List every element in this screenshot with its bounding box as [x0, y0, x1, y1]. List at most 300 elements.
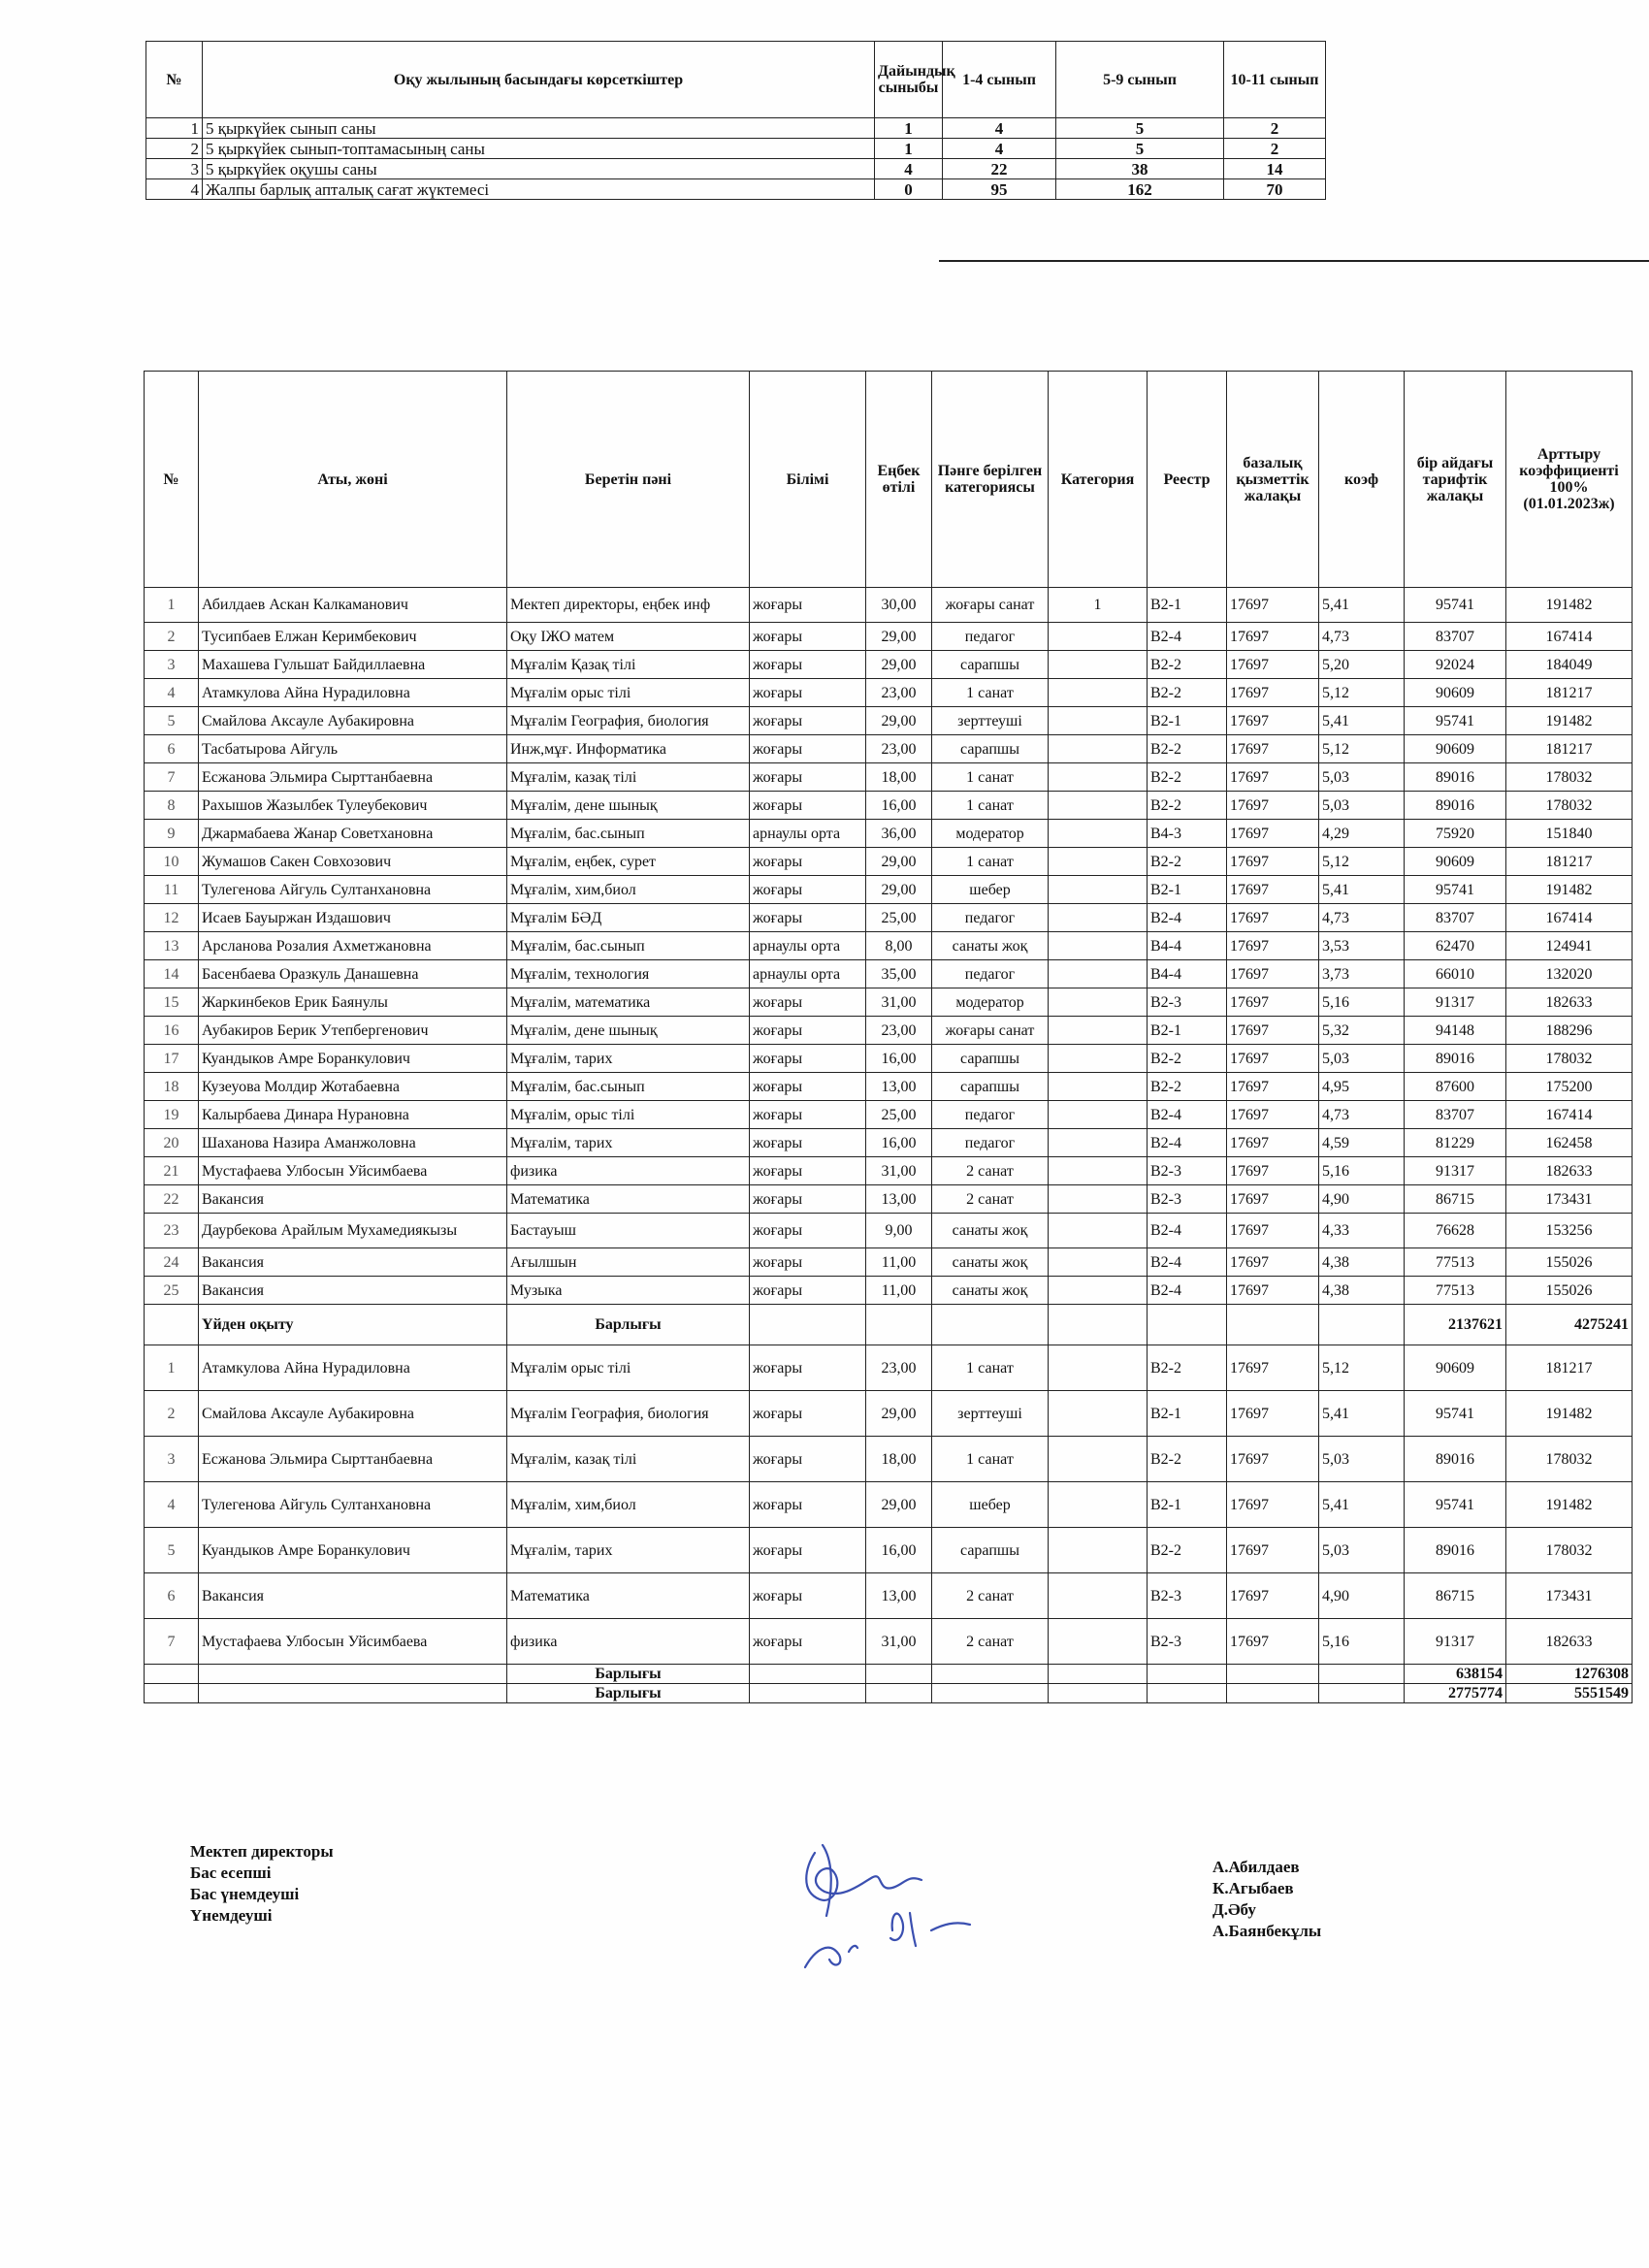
col-header: Дайындық сыныбы: [875, 42, 943, 118]
table-cell: 4,38: [1319, 1277, 1405, 1305]
row-number: 2: [146, 139, 203, 159]
table-cell: 2 санат: [932, 1157, 1049, 1185]
table-cell: 6: [145, 1573, 199, 1619]
table-cell: 29,00: [866, 651, 932, 679]
table-cell: 5,32: [1319, 1017, 1405, 1045]
total-row: [145, 1665, 1633, 1684]
total-value: 1276308: [1506, 1665, 1633, 1684]
table-cell: жоғары: [750, 1573, 866, 1619]
table-cell: жоғары: [750, 1185, 866, 1214]
table-cell: 2: [145, 1391, 199, 1437]
table-cell: Атамкулова Айна Нурадиловна: [199, 1345, 507, 1391]
table-cell: 17: [145, 1045, 199, 1073]
table-cell: Смайлова Аксауле Аубакировна: [199, 1391, 507, 1437]
table-row: [145, 1345, 1633, 1391]
total-row: [145, 1684, 1633, 1703]
table-cell: 19: [145, 1101, 199, 1129]
table-cell: 91317: [1405, 1157, 1506, 1185]
signature-names: [1212, 1857, 1321, 1942]
table-cell: 31,00: [866, 988, 932, 1017]
table-cell: зерттеуші: [932, 1391, 1049, 1437]
table-row: [145, 1101, 1633, 1129]
col-header: бір айдағы тарифтік жалақы: [1405, 372, 1506, 588]
table-cell: 8,00: [866, 932, 932, 960]
table-cell: Вакансия: [199, 1573, 507, 1619]
table-cell: 181217: [1506, 1345, 1633, 1391]
table-cell: 90609: [1405, 735, 1506, 763]
table-cell: Мұғалім орыс тілі: [507, 679, 750, 707]
table-cell: сарапшы: [932, 1528, 1049, 1573]
table-cell: 184049: [1506, 651, 1633, 679]
table-cell: 181217: [1506, 848, 1633, 876]
table-cell: арнаулы орта: [750, 932, 866, 960]
table-cell: 86715: [1405, 1573, 1506, 1619]
table-cell: 17697: [1227, 792, 1319, 820]
table-cell: 12: [145, 904, 199, 932]
table-cell: 4,33: [1319, 1214, 1405, 1248]
signature-name: Д.Әбу: [1212, 1900, 1256, 1919]
table-cell: [1148, 1665, 1227, 1684]
handwritten-signature: [776, 1824, 1009, 1979]
table-cell: В2-2: [1148, 848, 1227, 876]
table-cell: 17697: [1227, 988, 1319, 1017]
table-cell: Исаев Бауыржан Издашович: [199, 904, 507, 932]
table-row: [146, 159, 1326, 179]
table-cell: 17697: [1227, 1345, 1319, 1391]
table-cell: 89016: [1405, 792, 1506, 820]
table-cell: [1049, 1528, 1148, 1573]
table-cell: В4-4: [1148, 932, 1227, 960]
table-cell: [1049, 1157, 1148, 1185]
table-cell: зерттеуші: [932, 707, 1049, 735]
table-cell: Мұғалім, бас.сынып: [507, 820, 750, 848]
table-cell: 173431: [1506, 1573, 1633, 1619]
table-cell: 17697: [1227, 707, 1319, 735]
table-cell: [1049, 1185, 1148, 1214]
table-row: [145, 1185, 1633, 1214]
table-row: [145, 1017, 1633, 1045]
table-cell: Тулегенова Айгуль Султанхановна: [199, 876, 507, 904]
total-value: 5551549: [1506, 1684, 1633, 1703]
table-cell: Вакансия: [199, 1277, 507, 1305]
table-cell: 17697: [1227, 1045, 1319, 1073]
table-cell: В2-1: [1148, 1482, 1227, 1528]
table-cell: 181217: [1506, 679, 1633, 707]
table-cell: [1049, 1277, 1148, 1305]
table-cell: 2 санат: [932, 1619, 1049, 1665]
table-cell: 5,16: [1319, 1157, 1405, 1185]
col-header: Категория: [1049, 372, 1148, 588]
table-cell: В2-2: [1148, 651, 1227, 679]
table-cell: 95741: [1405, 876, 1506, 904]
table-cell: 5,41: [1319, 707, 1405, 735]
subtotal-value: 4275241: [1506, 1305, 1633, 1345]
table-cell: В2-1: [1148, 588, 1227, 623]
table-cell: [1049, 1305, 1148, 1345]
table-cell: 5,16: [1319, 988, 1405, 1017]
table-cell: В2-3: [1148, 1573, 1227, 1619]
table-cell: В2-2: [1148, 1345, 1227, 1391]
table-cell: [932, 1684, 1049, 1703]
table-cell: 1 санат: [932, 763, 1049, 792]
table-cell: 36,00: [866, 820, 932, 848]
table-cell: 4: [145, 679, 199, 707]
table-cell: 23,00: [866, 679, 932, 707]
table-cell: 5,41: [1319, 876, 1405, 904]
table-cell: [1049, 876, 1148, 904]
table-cell: [866, 1684, 932, 1703]
table-cell: 132020: [1506, 960, 1633, 988]
table-cell: [1049, 848, 1148, 876]
col-header: Аты, жөні: [199, 372, 507, 588]
table-cell: В2-2: [1148, 735, 1227, 763]
table-row: [145, 876, 1633, 904]
table-cell: 91317: [1405, 988, 1506, 1017]
table-cell: 191482: [1506, 876, 1633, 904]
table-cell: 2 санат: [932, 1573, 1049, 1619]
table-cell: В2-2: [1148, 1045, 1227, 1073]
table-cell: 5,41: [1319, 1391, 1405, 1437]
table-cell: жоғары: [750, 623, 866, 651]
table-cell: [1148, 1305, 1227, 1345]
table-cell: 90609: [1405, 679, 1506, 707]
table-row: [145, 1073, 1633, 1101]
row-value: 2: [1224, 118, 1326, 139]
col-header: Беретін пәні: [507, 372, 750, 588]
table-cell: 182633: [1506, 1157, 1633, 1185]
row-value: 14: [1224, 159, 1326, 179]
table-cell: санаты жоқ: [932, 1248, 1049, 1277]
col-header: Оқу жылының басындағы көрсеткіштер: [203, 42, 875, 118]
table-cell: Арсланова Розалия Ахметжановна: [199, 932, 507, 960]
table-cell: жоғары санат: [932, 1017, 1049, 1045]
row-value: 1: [875, 118, 943, 139]
table-cell: 25: [145, 1277, 199, 1305]
table-cell: 1 санат: [932, 679, 1049, 707]
table-cell: В2-4: [1148, 1101, 1227, 1129]
divider-line: [939, 260, 1649, 262]
table-cell: [199, 1665, 507, 1684]
table-cell: 162458: [1506, 1129, 1633, 1157]
table-cell: Мұғалім, технология: [507, 960, 750, 988]
table-cell: Мұғалім, тарих: [507, 1528, 750, 1573]
table-cell: 20: [145, 1129, 199, 1157]
table-cell: [1049, 1619, 1148, 1665]
table-cell: В2-1: [1148, 1017, 1227, 1045]
table-cell: 5,41: [1319, 1482, 1405, 1528]
table-cell: 5: [145, 1528, 199, 1573]
row-value: 5: [1056, 118, 1224, 139]
table-cell: 8: [145, 792, 199, 820]
table-cell: [1049, 679, 1148, 707]
table-cell: 83707: [1405, 904, 1506, 932]
table-cell: [1227, 1684, 1319, 1703]
row-label: Жалпы барлық апталық сағат жүктемесі: [203, 179, 875, 200]
table-cell: Мұғалім География, биология: [507, 707, 750, 735]
table-cell: 178032: [1506, 1437, 1633, 1482]
table-cell: 4: [145, 1482, 199, 1528]
subtotal-row: [145, 1305, 1633, 1345]
table-cell: Мұғалім, бас.сынып: [507, 932, 750, 960]
table-cell: 178032: [1506, 763, 1633, 792]
table-cell: 191482: [1506, 588, 1633, 623]
table-cell: 89016: [1405, 1437, 1506, 1482]
table-cell: Мұғалім, казақ тілі: [507, 763, 750, 792]
table-cell: В2-2: [1148, 763, 1227, 792]
table-cell: 5,03: [1319, 1437, 1405, 1482]
row-value: 162: [1056, 179, 1224, 200]
table-cell: Мұғалім, бас.сынып: [507, 1073, 750, 1101]
table-cell: 29,00: [866, 707, 932, 735]
table-cell: 25,00: [866, 1101, 932, 1129]
table-cell: 124941: [1506, 932, 1633, 960]
table-cell: Куандыков Амре Боранкулович: [199, 1045, 507, 1073]
table-cell: В4-4: [1148, 960, 1227, 988]
table-cell: 4,73: [1319, 904, 1405, 932]
col-header: 1-4 сынып: [943, 42, 1056, 118]
table-cell: 182633: [1506, 988, 1633, 1017]
table-cell: 24: [145, 1248, 199, 1277]
table-cell: Даурбекова Арайлым Мухамедиякызы: [199, 1214, 507, 1248]
table-cell: [1049, 988, 1148, 1017]
table-cell: В2-4: [1148, 1129, 1227, 1157]
table-cell: 13,00: [866, 1185, 932, 1214]
table-row: [146, 118, 1326, 139]
table-cell: 1 санат: [932, 848, 1049, 876]
table-cell: 21: [145, 1157, 199, 1185]
table-cell: 22: [145, 1185, 199, 1214]
table-cell: 11,00: [866, 1248, 932, 1277]
table-cell: 17697: [1227, 1391, 1319, 1437]
table-cell: 1: [1049, 588, 1148, 623]
table-row: [145, 988, 1633, 1017]
table-cell: сарапшы: [932, 1073, 1049, 1101]
table-cell: Мұғалім орыс тілі: [507, 1345, 750, 1391]
table-cell: В2-1: [1148, 1391, 1227, 1437]
table-cell: Ағылшын: [507, 1248, 750, 1277]
table-cell: Басенбаева Оразкуль Данашевна: [199, 960, 507, 988]
signature-name: А.Абилдаев: [1212, 1858, 1300, 1876]
table-cell: Мустафаева Улбосын Уйсимбаева: [199, 1157, 507, 1185]
table-row: [145, 932, 1633, 960]
table-cell: [1049, 1665, 1148, 1684]
table-cell: [1049, 651, 1148, 679]
table-cell: сарапшы: [932, 1045, 1049, 1073]
table-cell: 191482: [1506, 1482, 1633, 1528]
table-cell: жоғары: [750, 1437, 866, 1482]
table-cell: 188296: [1506, 1017, 1633, 1045]
table-cell: 5,20: [1319, 651, 1405, 679]
table-cell: Тулегенова Айгуль Султанхановна: [199, 1482, 507, 1528]
table-cell: 89016: [1405, 1528, 1506, 1573]
table-cell: 5,12: [1319, 735, 1405, 763]
table-cell: [750, 1665, 866, 1684]
table-cell: 17697: [1227, 1248, 1319, 1277]
table-cell: [1049, 1045, 1148, 1073]
table-row: [145, 1619, 1633, 1665]
table-cell: 9,00: [866, 1214, 932, 1248]
staff-table: [144, 371, 1633, 1703]
table-cell: 15: [145, 988, 199, 1017]
table-cell: [1049, 623, 1148, 651]
table-cell: жоғары: [750, 1277, 866, 1305]
row-value: 0: [875, 179, 943, 200]
table-cell: [1049, 1437, 1148, 1482]
table-cell: 4,95: [1319, 1073, 1405, 1101]
table-cell: 17697: [1227, 763, 1319, 792]
table-cell: 1 санат: [932, 1345, 1049, 1391]
subtotal-label: Барлығы: [507, 1305, 750, 1345]
table-cell: [145, 1665, 199, 1684]
table-cell: В2-1: [1148, 707, 1227, 735]
table-cell: [1227, 1665, 1319, 1684]
table-cell: Вакансия: [199, 1248, 507, 1277]
table-cell: педагог: [932, 1129, 1049, 1157]
row-label: 5 қыркүйек сынып-топтамасының саны: [203, 139, 875, 159]
table-cell: 17697: [1227, 1073, 1319, 1101]
table-cell: жоғары: [750, 1619, 866, 1665]
table-cell: шебер: [932, 1482, 1049, 1528]
table-cell: 5,16: [1319, 1619, 1405, 1665]
table-cell: 23,00: [866, 1345, 932, 1391]
table-cell: 95741: [1405, 1391, 1506, 1437]
table-cell: [1049, 820, 1148, 848]
table-cell: 17697: [1227, 1482, 1319, 1528]
table-cell: Аубакиров Берик Утепбергенович: [199, 1017, 507, 1045]
table-cell: 4,29: [1319, 820, 1405, 848]
table-cell: 3: [145, 1437, 199, 1482]
table-row: [145, 1482, 1633, 1528]
table-cell: Музыка: [507, 1277, 750, 1305]
table-cell: 30,00: [866, 588, 932, 623]
table-row: [145, 1277, 1633, 1305]
table-cell: 23,00: [866, 735, 932, 763]
table-cell: В2-4: [1148, 1277, 1227, 1305]
table-cell: жоғары: [750, 1528, 866, 1573]
table-cell: Мұғалім, орыс тілі: [507, 1101, 750, 1129]
table-cell: жоғары: [750, 763, 866, 792]
table-cell: [1049, 904, 1148, 932]
row-label: 5 қыркүйек сынып саны: [203, 118, 875, 139]
table-cell: жоғары: [750, 1073, 866, 1101]
table-cell: Бастауыш: [507, 1214, 750, 1248]
table-cell: 76628: [1405, 1214, 1506, 1248]
row-value: 5: [1056, 139, 1224, 159]
table-cell: [866, 1305, 932, 1345]
table-cell: 66010: [1405, 960, 1506, 988]
table-cell: Жаркинбеков Ерик Баянулы: [199, 988, 507, 1017]
col-header: №: [145, 372, 199, 588]
table-cell: В2-2: [1148, 792, 1227, 820]
table-cell: 4,73: [1319, 1101, 1405, 1129]
signature-title: Мектеп директоры: [190, 1842, 334, 1861]
table-cell: 17697: [1227, 623, 1319, 651]
col-header: Еңбек өтілі: [866, 372, 932, 588]
table-cell: Мұғалім, дене шынық: [507, 1017, 750, 1045]
table-cell: Тасбатырова Айгуль: [199, 735, 507, 763]
table-row: [145, 1045, 1633, 1073]
row-value: 4: [875, 159, 943, 179]
table-cell: 1 санат: [932, 1437, 1049, 1482]
table-row: [145, 588, 1633, 623]
table-cell: [1049, 763, 1148, 792]
table-cell: 31,00: [866, 1157, 932, 1185]
table-cell: 90609: [1405, 848, 1506, 876]
table-cell: жоғары: [750, 1345, 866, 1391]
table-cell: жоғары: [750, 588, 866, 623]
table-cell: В4-3: [1148, 820, 1227, 848]
table-cell: 18,00: [866, 763, 932, 792]
table-cell: [1049, 1248, 1148, 1277]
table-row: [146, 139, 1326, 159]
table-row: [145, 679, 1633, 707]
table-cell: 17697: [1227, 1528, 1319, 1573]
table-cell: [1049, 1482, 1148, 1528]
table-cell: 17697: [1227, 588, 1319, 623]
table-cell: 5,03: [1319, 1528, 1405, 1573]
table-cell: 7: [145, 1619, 199, 1665]
table-cell: 16,00: [866, 1528, 932, 1573]
table-cell: санаты жоқ: [932, 1214, 1049, 1248]
signature-title: Үнемдеуші: [190, 1906, 273, 1925]
table-cell: [1049, 735, 1148, 763]
table-cell: 9: [145, 820, 199, 848]
table-cell: [1049, 1214, 1148, 1248]
table-cell: 153256: [1506, 1214, 1633, 1248]
row-number: 3: [146, 159, 203, 179]
table-row: [145, 1157, 1633, 1185]
table-cell: жоғары: [750, 707, 866, 735]
table-cell: 191482: [1506, 707, 1633, 735]
table-cell: 17697: [1227, 876, 1319, 904]
table-cell: 3: [145, 651, 199, 679]
table-row: [146, 179, 1326, 200]
table-cell: 83707: [1405, 623, 1506, 651]
col-header: №: [146, 42, 203, 118]
table-cell: жоғары: [750, 848, 866, 876]
table-cell: 1: [145, 1345, 199, 1391]
table-cell: модератор: [932, 988, 1049, 1017]
table-cell: жоғары: [750, 1101, 866, 1129]
table-cell: Мустафаева Улбосын Уйсимбаева: [199, 1619, 507, 1665]
col-header: коэф: [1319, 372, 1405, 588]
table-cell: [1049, 792, 1148, 820]
table-cell: Куандыков Амре Боранкулович: [199, 1528, 507, 1573]
table-cell: 17697: [1227, 651, 1319, 679]
table-cell: 5: [145, 707, 199, 735]
table-cell: 95741: [1405, 707, 1506, 735]
row-value: 2: [1224, 139, 1326, 159]
table-cell: физика: [507, 1157, 750, 1185]
table-cell: жоғары: [750, 735, 866, 763]
table-cell: 17697: [1227, 1437, 1319, 1482]
table-cell: 5,41: [1319, 588, 1405, 623]
table-row: [145, 1129, 1633, 1157]
table-cell: 4,73: [1319, 623, 1405, 651]
table-cell: 5,12: [1319, 848, 1405, 876]
table-cell: Атамкулова Айна Нурадиловна: [199, 679, 507, 707]
table-cell: 155026: [1506, 1277, 1633, 1305]
row-number: 1: [146, 118, 203, 139]
table-cell: Смайлова Аксауле Аубакировна: [199, 707, 507, 735]
table-cell: [1049, 1573, 1148, 1619]
table-cell: В2-3: [1148, 1619, 1227, 1665]
table-row: [145, 904, 1633, 932]
table-cell: жоғары: [750, 1017, 866, 1045]
table-row: [145, 623, 1633, 651]
table-cell: 31,00: [866, 1619, 932, 1665]
col-header: Арттыру коэффициенті 100% (01.01.2023ж): [1506, 372, 1633, 588]
